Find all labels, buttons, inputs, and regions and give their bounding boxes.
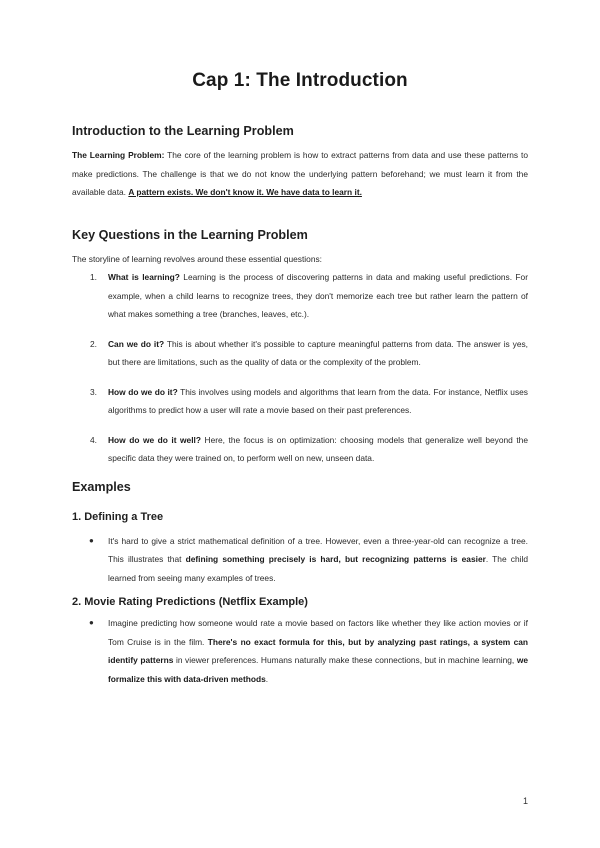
question-text: This is about whether it's possible to capture meaningful patterns from data. The answer is yes, but there are limitations, such as the quality of data or the complexity of the problem. [108, 338, 528, 367]
page-number: 1 [522, 796, 528, 806]
subsection-heading: 1. Defining a Tree [72, 510, 164, 523]
section-heading: Introduction to the Learning Problem [72, 124, 294, 138]
paragraph-text: The core of the learning problem is how to extract patterns from data and use these patterns to make predictions. The challenge is that we do not know the underlying pattern beforehand; we must learn it from the available data. [72, 150, 528, 197]
section-heading: Key Questions in the Learning Problem [72, 227, 308, 242]
bold-phrase: defining something precisely is hard, but recognizing patterns is easier [185, 554, 486, 564]
question-label: Can we do it? [108, 338, 165, 349]
question-label: How do we do it well? [108, 434, 201, 445]
list-item [72, 383, 528, 420]
bold-phrase: we formalize this with data-driven methods [108, 655, 528, 684]
list-number: 3. [90, 386, 97, 397]
section-examples [72, 480, 528, 689]
learning-problem-paragraph [72, 146, 528, 202]
key-questions-list [72, 268, 528, 468]
underlined-statement: A pattern exists. We don't know it. We have data to learn it. [128, 187, 362, 197]
question-label: What is learning? [108, 272, 180, 282]
bullet-text: Imagine predicting how someone would rate a movie based on factors like whether they like action movies or if Tom Cruise is in the film. [108, 618, 528, 647]
section-heading: Examples [72, 479, 131, 494]
question-text: Here, the focus is on optimization: choosing models that generalize well beyond the specific data they were trained on, to perform well on new, unseen data. [108, 434, 528, 463]
document-content [72, 124, 528, 688]
bold-phrase: There's no exact formula for this, but by analyzing past ratings, a system can identify patterns [108, 636, 528, 665]
list-number: 1. [90, 272, 97, 282]
bullet-text: in viewer preferences. Humans naturally make these connections, but in machine learning, [173, 655, 517, 665]
list-number: 4. [90, 434, 97, 445]
bullet-text: . The child learned from seeing many examples of trees. [108, 554, 528, 583]
section-key-questions [72, 228, 528, 468]
list-item [72, 532, 528, 588]
bullet-list [72, 614, 528, 688]
key-questions-intro: The storyline of learning revolves around these essential questions: [72, 253, 322, 264]
question-label: How do we do it? [108, 386, 178, 397]
bullet-text: It's hard to give a strict mathematical definition of a tree. However, even a three-year-old can recognize a tree. This illustrates that [108, 535, 528, 564]
bullet-text: . [265, 673, 269, 684]
bullet-icon: ● [89, 535, 94, 545]
bullet-icon: ● [89, 618, 94, 627]
question-text: This involves using models and algorithms that learn from the data. For instance, Netflix uses algorithms to predict how a user will rate a movie based on their past preferences. [108, 386, 528, 415]
subsection-heading: 2. Movie Rating Predictions (Netflix Example) [72, 596, 308, 608]
bullet-list [72, 532, 528, 588]
example-movie-rating [72, 596, 528, 688]
question-text: Learning is the process of discovering patterns in data and making useful predictions. For example, when a child learns to recognize trees, they don't memorize each tree but rather learn the pattern of what makes something a tree (branches, leaves, etc.). [108, 272, 528, 319]
list-item [72, 614, 528, 688]
list-number: 2. [90, 338, 97, 349]
section-learning-problem [72, 124, 528, 202]
page-title: Cap 1: The Introduction [192, 70, 408, 91]
example-defining-tree [72, 511, 528, 588]
list-item [72, 335, 528, 372]
list-item [72, 268, 528, 324]
paragraph-label: The Learning Problem: [72, 150, 165, 160]
list-item [72, 431, 528, 468]
